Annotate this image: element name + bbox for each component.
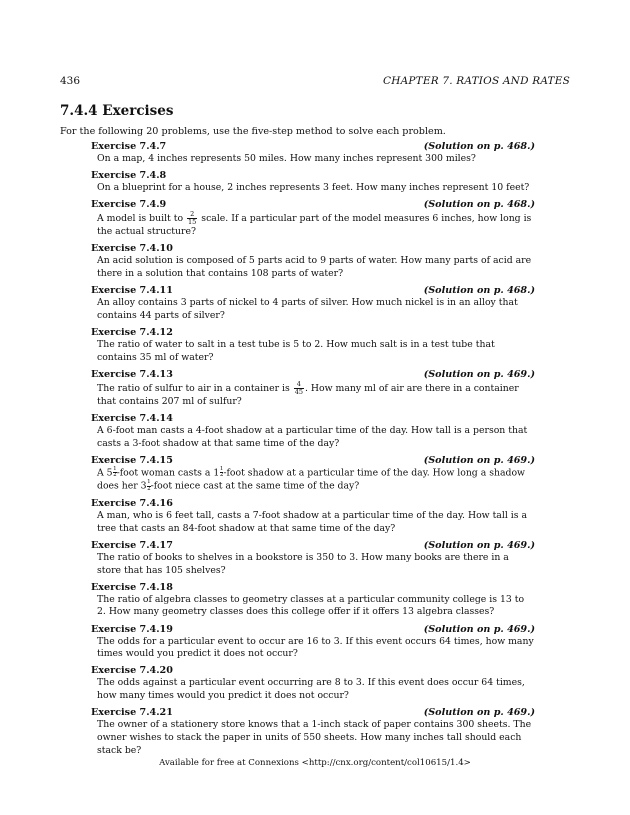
exercise-7-4-16 [91, 498, 535, 536]
exercise-7-4-15 [91, 455, 535, 494]
exercise-text: An alloy contains 3 parts of nickel to 4 parts of silver. How much nickel is in an alloy that contains 44 parts of silver? [97, 297, 518, 321]
exercise-text: On a map, 4 inches represents 50 miles. How many inches represent 300 miles? [97, 153, 476, 164]
exercise-text: A 6-foot man casts a 4-foot shadow at a particular time of the day. How tall is a person that casts a 3-foot shadow at that same time of the day? [97, 425, 528, 449]
exercise-label: Exercise 7.4.18 [91, 581, 173, 593]
fraction-denominator: 2 [147, 485, 151, 492]
exercise-label: Exercise 7.4.17 [91, 539, 173, 551]
solution-link[interactable]: (Solution on p. 469.) [423, 539, 535, 551]
exercise-text: The odds against a particular event occurring are 8 to 3. If this event does occur 64 times, how many times would you predict it does not occur? [97, 677, 525, 702]
fraction-denominator: 15 [188, 218, 197, 227]
text-part: -foot woman casts a 1 [116, 467, 220, 479]
exercise-text: The odds for a particular event to occur are 16 to 3. If this event occurs 64 times, how many times would you predict it does not occur? [97, 635, 534, 660]
page-number: 436 [60, 75, 81, 87]
text-part: A 5 [97, 467, 113, 479]
text-part: . How many ml of air are there in a container that contains 207 ml of sulfur? [97, 382, 519, 407]
exercise-label: Exercise 7.4.10 [91, 243, 173, 255]
exercise-label: Exercise 7.4.13 [91, 368, 173, 380]
exercise-7-4-7 [91, 141, 535, 166]
fraction-numerator: 4 [294, 381, 304, 389]
page-header [60, 75, 570, 91]
fraction-denominator: 2 [113, 472, 117, 479]
text-part: scale. If a particular part of the model measures 6 inches, how long is the actual structure? [97, 213, 532, 238]
exercise-label: Exercise 7.4.12 [91, 327, 173, 339]
exercise-label: Exercise 7.4.20 [91, 665, 173, 677]
exercise-7-4-17 [91, 540, 535, 578]
exercise-text: A man, who is 6 feet tall, casts a 7-foot shadow at a particular time of the day. How tall is a tree that casts an 84-foot shadow at that same time of the day? [97, 509, 527, 534]
text-part: The ratio of sulfur to air in a container is [97, 382, 290, 394]
exercise-7-4-8 [91, 170, 535, 195]
exercise-text: The ratio of books to shelves in a bookstore is 350 to 3. How many books are there in a store that has 105 shelves? [97, 551, 509, 576]
exercise-label: Exercise 7.4.15 [91, 454, 173, 466]
solution-link[interactable]: (Solution on p. 468.) [423, 141, 535, 152]
solution-link[interactable]: (Solution on p. 468.) [423, 285, 535, 297]
exercise-7-4-13 [91, 369, 535, 409]
exercise-list [91, 141, 535, 762]
exercise-label: Exercise 7.4.7 [91, 141, 167, 152]
fraction-numerator: 1 [219, 465, 224, 472]
exercise-text: The owner of a stationery store knows that a 1-inch stack of paper contains 300 sheets. The owner wishes to stack the paper in units of 550 sheets. How many inches tall should each stack be? [97, 719, 532, 756]
exercise-label: Exercise 7.4.19 [91, 623, 173, 635]
exercise-7-4-14 [91, 413, 535, 451]
exercise-7-4-18 [91, 582, 535, 620]
exercise-label: Exercise 7.4.9 [91, 199, 167, 211]
exercise-text: The ratio of algebra classes to geometry classes at a particular community college is 13 to 2. How many geometry classes does this college offer if it offers 13 algebra classes? [97, 593, 525, 618]
exercise-text [91, 211, 535, 239]
text-part: -foot niece cast at the same time of the day? [150, 480, 360, 492]
fraction [294, 381, 304, 396]
exercise-7-4-19 [91, 624, 535, 662]
exercise-7-4-10 [91, 243, 535, 281]
exercise-label: Exercise 7.4.11 [91, 285, 173, 297]
exercise-text [91, 381, 535, 409]
exercise-text: The ratio of water to salt in a test tube is 5 to 2. How much salt is in a test tube that contains 35 ml of water? [97, 339, 495, 363]
section-title: 7.4.4 Exercises [60, 103, 174, 119]
exercise-text [91, 467, 535, 494]
text-part: -foot shadow at a particular time of the day. How long a shadow does her 3 [97, 467, 526, 492]
fraction-numerator: 2 [187, 211, 197, 219]
solution-link[interactable]: (Solution on p. 469.) [423, 623, 535, 635]
exercise-label: Exercise 7.4.16 [91, 497, 173, 509]
exercise-7-4-11 [91, 285, 535, 323]
exercise-7-4-9 [91, 199, 535, 239]
section-intro: For the following 20 problems, use the five-step method to solve each problem. [60, 126, 446, 137]
chapter-title: CHAPTER 7. RATIOS AND RATES [382, 75, 570, 87]
solution-link[interactable]: (Solution on p. 469.) [423, 454, 535, 466]
fraction-numerator: 1 [147, 479, 151, 486]
solution-link[interactable]: (Solution on p. 469.) [423, 707, 535, 719]
exercise-7-4-20 [91, 665, 535, 703]
fraction [187, 211, 197, 226]
solution-link[interactable]: (Solution on p. 469.) [423, 368, 535, 380]
fraction-denominator: 45 [294, 387, 303, 396]
text-part: A model is built to [97, 213, 184, 225]
exercise-7-4-12 [91, 327, 535, 365]
exercise-7-4-21 [91, 707, 535, 757]
exercise-text: An acid solution is composed of 5 parts acid to 9 parts of water. How many parts of acid are there in a solution that contains 108 parts of water? [97, 255, 532, 280]
page-footer[interactable]: Available for free at Connexions <http://cnx.org/content/col10615/1.4> [159, 758, 471, 768]
exercise-label: Exercise 7.4.14 [91, 413, 173, 425]
fraction-denominator: 2 [219, 472, 224, 479]
exercise-label: Exercise 7.4.21 [91, 707, 173, 719]
exercise-label: Exercise 7.4.8 [91, 170, 167, 182]
solution-link[interactable]: (Solution on p. 468.) [423, 199, 535, 211]
fraction-numerator: 1 [113, 465, 117, 472]
exercise-text: On a blueprint for a house, 2 inches represents 3 feet. How many inches represent 10 feet? [97, 182, 530, 194]
